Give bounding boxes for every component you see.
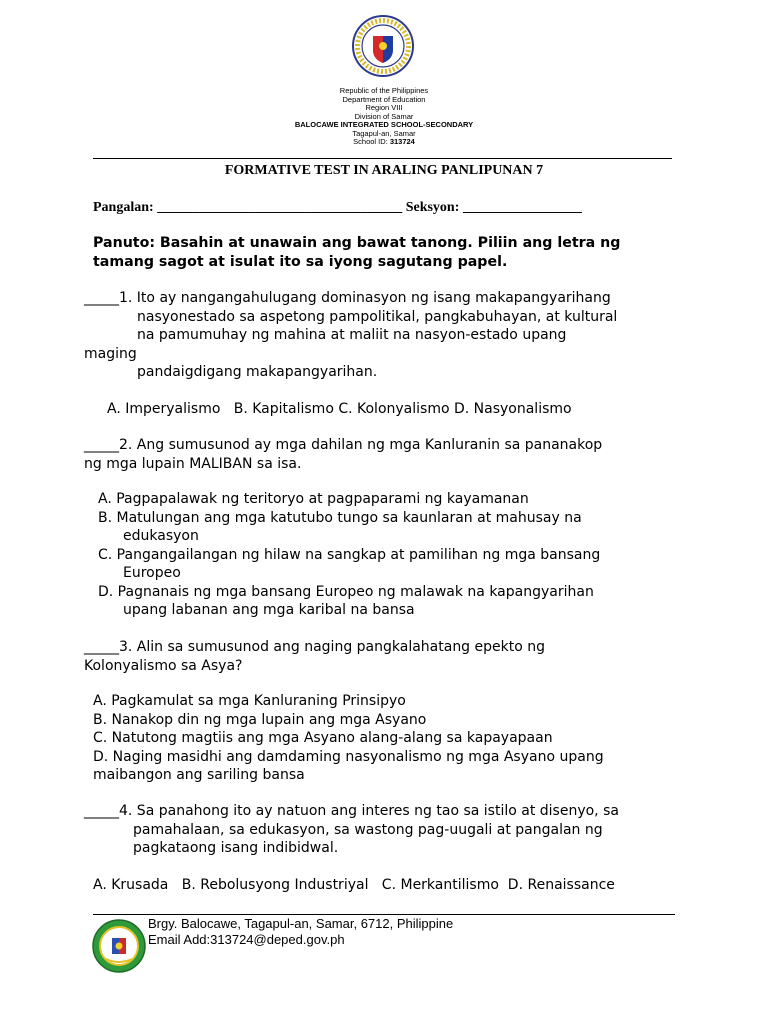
q4-stem-line-3: pagkataong isang indibidwal.: [133, 840, 339, 856]
instructions-line-2: tamang sagot at isulat ito sa iyong sagutang papel.: [93, 253, 508, 270]
q3-choice-b: B. Nanakop din ng mga lupain ang mga Asyano: [93, 711, 427, 728]
q3-choice-a: A. Pagkamulat sa mga Kanluraning Prinsipyo: [93, 693, 406, 709]
q2-choice-c: C. Pangangailangan ng hilaw na sangkap at pamilihan ng mga bansang: [98, 546, 601, 563]
q2-choice-b-cont: edukasyon: [123, 528, 199, 544]
header-divider: [93, 158, 672, 159]
name-section-line: [93, 200, 582, 216]
school-id-value: 313724: [389, 137, 415, 146]
header-division: Division of Samar: [354, 111, 414, 121]
q3-choice-d-cont: maibangon ang sariling bansa: [93, 767, 305, 783]
footer-divider: [93, 914, 675, 915]
footer-address: Brgy. Balocawe, Tagapul-an, Samar, 6712, Philippine: [148, 916, 454, 931]
q2-choice-d-cont: upang labanan ang mga karibal na bansa: [123, 602, 415, 618]
q3-choice-c: C. Natutong magtiis ang mga Asyano alang-alang sa kapayapaan: [93, 730, 553, 746]
q1-stem-line-1: _____1. Ito ay nangangahulugang dominasyon ng isang makapangyarihang: [84, 290, 611, 306]
footer-email[interactable]: Email Add:313724@deped.gov.ph: [148, 932, 345, 947]
q2-choice-d: D. Pagnanais ng mga bansang Europeo ng malawak na kapangyarihan: [98, 583, 594, 600]
q3-stem-line-1: _____3. Alin sa sumusunod ang naging pangkalahatang epekto ng: [84, 639, 546, 655]
q2-choice-b: B. Matulungan ang mga katutubo tungo sa kaunlaran at mahusay na: [98, 509, 582, 526]
q1-stem-line-2: nasyonestado sa aspetong pampolitikal, pangkabuhayan, at kultural: [137, 308, 618, 325]
q2-choice-c-cont: Europeo: [123, 565, 181, 581]
instructions: [93, 234, 693, 271]
q3-choice-d: D. Naging masidhi ang damdaming nasyonalismo ng mga Asyano upang: [93, 748, 604, 765]
section-blank[interactable]: _________________: [462, 200, 582, 215]
q4-stem-line-1: _____4. Sa panahong ito ay natuon ang interes ng tao sa istilo at disenyo, sa: [84, 803, 619, 819]
deped-seal-logo: [351, 14, 415, 78]
q2-choice-a: A. Pagpapalawak ng teritoryo at pagpaparami ng kayamanan: [98, 491, 529, 507]
q4-stem-line-2: pamahalaan, sa edukasyon, sa wastong pag-uugali at pangalan ng: [133, 821, 603, 838]
q1-stem-line-5: pandaigdigang makapangyarihan.: [137, 364, 378, 380]
test-title: FORMATIVE TEST IN ARALING PANLIPUNAN 7: [224, 163, 544, 178]
instructions-line-1: Panuto: Basahin at unawain ang bawat tanong. Piliin ang letra ng: [93, 235, 621, 251]
q2-stem-line-2: ng mga lupain MALIBAN sa isa.: [84, 455, 302, 472]
header-school-id: [0, 138, 768, 147]
q2-stem-line-1: _____2. Ang sumusunod ay mga dahilan ng mga Kanluranin sa pananakop: [84, 437, 603, 453]
header-department: Department of Education: [342, 94, 426, 104]
header-town: Tagapul-an, Samar: [352, 128, 416, 138]
q1-choices: A. Imperyalismo B. Kapitalismo C. Kolonyalismo D. Nasyonalismo: [107, 401, 572, 417]
school-logo: [92, 919, 146, 973]
q1-stem-line-4: maging: [84, 345, 137, 362]
school-id-label: School ID:: [353, 137, 390, 146]
q3-stem-line-2: Kolonyalismo sa Asya?: [84, 657, 243, 674]
name-label: Pangalan:: [93, 200, 158, 215]
q1-stem-line-3: na pamumuhay ng mahina at maliit na nasyon-estado upang: [137, 327, 567, 343]
header-republic: Republic of the Philippines: [339, 86, 429, 95]
q4-choices: A. Krusada B. Rebolusyong Industriyal C. Merkantilismo D. Renaissance: [93, 877, 615, 893]
name-blank[interactable]: ___________________________________: [157, 200, 403, 215]
header-school-name: BALOCAWE INTEGRATED SCHOOL-SECONDARY: [294, 120, 474, 129]
header-region: Region VIII: [365, 103, 403, 112]
section-label: Seksyon:: [402, 200, 463, 215]
